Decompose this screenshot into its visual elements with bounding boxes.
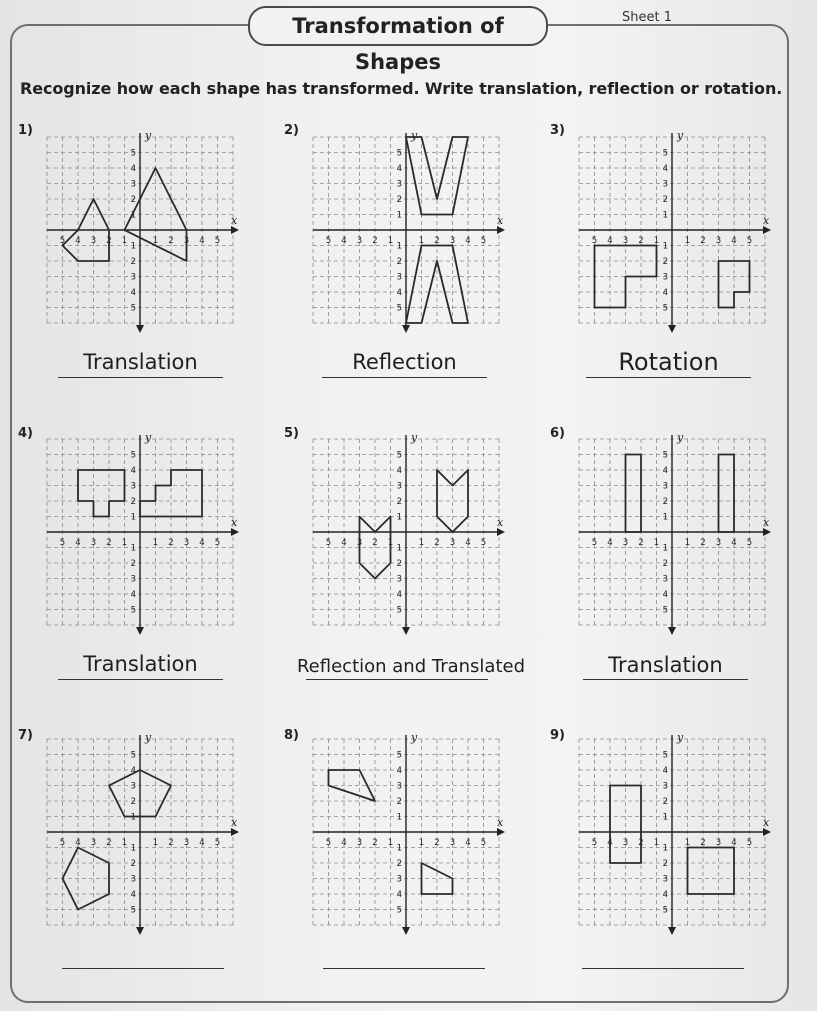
y-tick-label: 5 [130,605,136,616]
y-tick-label: 2 [396,797,402,807]
y-tick-label: 5 [130,905,136,916]
y-tick-label: 3 [662,179,668,190]
y-tick-label: 5 [662,303,668,314]
y-tick-label: 3 [130,781,136,792]
x-axis-arrow [763,226,771,234]
x-tick-label: 5 [214,538,221,548]
y-tick-label: 2 [662,559,668,569]
y-tick-label: 4 [396,164,402,174]
y-tick-label: 2 [130,497,136,507]
y-axis-label: y [411,432,418,444]
x-tick-label: 4 [199,538,205,548]
x-tick-label: 2 [700,538,706,548]
x-tick-label: 3 [449,236,456,246]
y-axis-arrow [402,627,410,635]
x-tick-label: 3 [90,838,97,848]
x-tick-label: 3 [183,538,190,548]
y-tick-label: 3 [396,574,402,585]
x-tick-label: 1 [653,538,660,548]
graph-4 [40,432,240,642]
y-tick-label: 4 [130,288,136,298]
y-tick-label: 5 [662,148,668,159]
x-tick-label: 2 [106,236,112,246]
y-tick-label: 5 [396,905,402,916]
x-tick-label: 1 [387,838,394,848]
y-tick-label: 1 [396,241,402,252]
x-tick-label: 2 [638,538,644,548]
x-tick-label: 4 [607,236,613,246]
x-tick-label: 5 [480,538,487,548]
answer-line-3 [586,377,751,378]
x-tick-label: 1 [418,236,425,246]
y-axis-arrow [136,325,144,333]
y-tick-label: 4 [130,766,136,776]
x-tick-label: 3 [715,838,722,848]
x-tick-label: 3 [356,236,363,246]
x-tick-label: 5 [59,838,66,848]
y-tick-label: 5 [662,605,668,616]
x-tick-label: 3 [715,236,722,246]
y-axis-arrow [668,627,676,635]
x-tick-label: 3 [356,538,363,548]
y-tick-label: 1 [130,210,136,221]
x-tick-label: 4 [465,538,471,548]
answer-4: Translation [83,652,198,676]
x-tick-label: 3 [90,236,97,246]
x-tick-label: 2 [638,236,644,246]
x-tick-label: 1 [684,838,691,848]
x-tick-label: 3 [449,838,456,848]
x-tick-label: 4 [465,236,471,246]
y-tick-label: 4 [130,164,136,174]
y-tick-label: 1 [662,241,668,252]
x-tick-label: 1 [418,838,425,848]
problem-8-number: 8) [284,728,299,743]
x-axis-label: x [497,214,504,227]
x-axis-arrow [497,226,505,234]
y-tick-label: 4 [662,164,668,174]
y-tick-label: 1 [130,812,136,823]
x-tick-label: 5 [746,236,753,246]
y-tick-label: 4 [396,890,402,900]
y-tick-label: 4 [130,590,136,600]
x-tick-label: 2 [168,538,174,548]
y-tick-label: 5 [130,148,136,159]
y-tick-label: 1 [396,512,402,523]
answer-5: Reflection and Translated [296,656,526,677]
y-tick-label: 2 [396,257,402,267]
y-tick-label: 1 [662,812,668,823]
y-tick-label: 3 [662,481,668,492]
x-tick-label: 4 [75,236,81,246]
y-tick-label: 4 [662,590,668,600]
y-tick-label: 5 [396,148,402,159]
y-tick-label: 5 [130,450,136,461]
x-tick-label: 2 [106,538,112,548]
y-tick-label: 2 [130,859,136,869]
y-tick-label: 1 [396,812,402,823]
x-tick-label: 4 [607,838,613,848]
x-tick-label: 5 [325,838,332,848]
graph-6 [572,432,772,642]
answer-1: Translation [83,350,198,374]
y-tick-label: 4 [662,890,668,900]
y-tick-label: 4 [396,590,402,600]
x-tick-label: 3 [622,838,629,848]
x-tick-label: 5 [480,838,487,848]
answer-3: Rotation [618,348,719,376]
y-tick-label: 1 [396,843,402,854]
x-tick-label: 4 [607,538,613,548]
y-tick-label: 4 [396,466,402,476]
y-axis-arrow [668,325,676,333]
y-tick-label: 5 [130,750,136,761]
x-tick-label: 4 [341,838,347,848]
x-tick-label: 2 [106,838,112,848]
x-tick-label: 4 [465,838,471,848]
y-tick-label: 2 [396,859,402,869]
x-axis-arrow [763,528,771,536]
y-tick-label: 4 [662,288,668,298]
y-tick-label: 3 [396,272,402,283]
y-tick-label: 3 [396,781,402,792]
x-tick-label: 4 [341,236,347,246]
problem-9-number: 9) [550,728,565,743]
x-tick-label: 4 [341,538,347,548]
x-tick-label: 5 [746,838,753,848]
x-tick-label: 2 [168,838,174,848]
x-tick-label: 1 [152,236,159,246]
x-tick-label: 3 [90,538,97,548]
x-tick-label: 5 [591,838,598,848]
answer-line-4 [58,679,223,680]
x-tick-label: 2 [372,838,378,848]
y-tick-label: 1 [130,241,136,252]
x-tick-label: 1 [121,236,128,246]
y-tick-label: 5 [662,750,668,761]
x-tick-label: 2 [700,838,706,848]
y-tick-label: 5 [662,450,668,461]
transformed-shape [688,848,735,895]
answer-line-1 [58,377,223,378]
x-tick-label: 2 [700,236,706,246]
answer-line-7[interactable] [62,968,224,969]
y-axis-arrow [402,325,410,333]
answer-line-2 [322,377,487,378]
x-tick-label: 5 [214,838,221,848]
graph-2 [306,130,506,340]
y-tick-label: 4 [396,288,402,298]
original-shape [626,455,642,533]
x-tick-label: 5 [746,538,753,548]
x-tick-label: 4 [75,538,81,548]
x-axis-label: x [231,816,238,829]
x-axis-label: x [763,214,770,227]
problem-6-number: 6) [550,426,565,441]
problem-1-number: 1) [18,123,33,138]
x-axis-arrow [497,528,505,536]
graph-5 [306,432,506,642]
y-tick-label: 2 [662,797,668,807]
y-tick-label: 5 [130,303,136,314]
page-title: Transformation of Shapes [248,6,548,46]
y-tick-label: 2 [396,497,402,507]
x-tick-label: 5 [325,538,332,548]
y-tick-label: 5 [662,905,668,916]
y-tick-label: 2 [130,797,136,807]
x-tick-label: 3 [622,538,629,548]
x-tick-label: 1 [653,236,660,246]
x-tick-label: 5 [325,236,332,246]
problem-2-number: 2) [284,123,299,138]
x-tick-label: 1 [684,236,691,246]
x-tick-label: 3 [715,538,722,548]
x-tick-label: 5 [591,236,598,246]
graph-7 [40,732,240,942]
x-tick-label: 1 [387,236,394,246]
x-axis-arrow [231,828,239,836]
y-axis-arrow [402,927,410,935]
x-tick-label: 1 [152,538,159,548]
y-tick-label: 2 [662,859,668,869]
x-tick-label: 1 [152,838,159,848]
x-axis-label: x [231,214,238,227]
answer-line-5 [306,679,488,680]
y-tick-label: 1 [662,843,668,854]
x-tick-label: 4 [731,538,737,548]
x-axis-arrow [497,828,505,836]
y-axis-arrow [668,927,676,935]
y-tick-label: 3 [662,781,668,792]
x-axis-label: x [497,516,504,529]
y-tick-label: 5 [396,450,402,461]
x-axis-arrow [231,226,239,234]
y-tick-label: 3 [662,272,668,283]
y-tick-label: 2 [396,195,402,205]
y-tick-label: 3 [396,874,402,885]
y-tick-label: 2 [662,195,668,205]
y-tick-label: 2 [130,257,136,267]
x-axis-label: x [763,816,770,829]
graph-9 [572,732,772,942]
x-tick-label: 1 [387,538,394,548]
y-tick-label: 1 [396,543,402,554]
y-tick-label: 1 [662,512,668,523]
graph-3 [572,130,772,340]
y-tick-label: 4 [130,466,136,476]
graph-8 [306,732,506,942]
x-tick-label: 3 [622,236,629,246]
y-tick-label: 1 [130,843,136,854]
x-tick-label: 5 [214,236,221,246]
y-tick-label: 3 [130,272,136,283]
y-tick-label: 1 [662,543,668,554]
transformed-shape [719,455,735,533]
y-axis-arrow [136,627,144,635]
answer-6: Translation [608,653,723,677]
x-tick-label: 2 [434,236,440,246]
y-tick-label: 2 [662,497,668,507]
original-shape [78,470,125,517]
x-tick-label: 1 [121,838,128,848]
problem-5-number: 5) [284,426,299,441]
y-tick-label: 3 [130,481,136,492]
x-tick-label: 5 [591,538,598,548]
x-tick-label: 4 [731,838,737,848]
x-tick-label: 3 [356,838,363,848]
x-tick-label: 2 [434,538,440,548]
problem-3-number: 3) [550,123,565,138]
x-tick-label: 5 [59,236,66,246]
x-tick-label: 1 [418,538,425,548]
y-tick-label: 1 [662,210,668,221]
y-tick-label: 4 [130,890,136,900]
x-axis-label: x [231,516,238,529]
answer-2: Reflection [352,350,457,374]
y-tick-label: 3 [662,574,668,585]
x-tick-label: 1 [121,538,128,548]
y-tick-label: 3 [396,481,402,492]
instructions: Recognize how each shape has transformed. Write translation, reflection or rotation. [20,79,783,98]
x-tick-label: 1 [653,838,660,848]
y-tick-label: 3 [130,574,136,585]
y-axis-label: y [145,130,152,142]
x-tick-label: 2 [638,838,644,848]
y-tick-label: 3 [130,179,136,190]
x-tick-label: 3 [183,236,190,246]
x-tick-label: 2 [372,236,378,246]
y-tick-label: 4 [662,766,668,776]
problem-4-number: 4) [18,426,33,441]
x-tick-label: 2 [372,538,378,548]
x-tick-label: 5 [59,538,66,548]
y-tick-label: 4 [396,766,402,776]
y-tick-label: 2 [662,257,668,267]
y-axis-label: y [677,732,684,744]
x-axis-label: x [763,516,770,529]
x-axis-label: x [497,816,504,829]
x-tick-label: 2 [168,236,174,246]
y-tick-label: 5 [396,303,402,314]
x-tick-label: 4 [731,236,737,246]
y-tick-label: 1 [130,543,136,554]
x-axis-arrow [763,828,771,836]
y-tick-label: 3 [396,179,402,190]
y-axis-arrow [136,927,144,935]
y-tick-label: 5 [396,750,402,761]
y-axis-label: y [145,732,152,744]
y-tick-label: 3 [130,874,136,885]
problem-7-number: 7) [18,728,33,743]
x-tick-label: 3 [183,838,190,848]
y-axis-label: y [677,130,684,142]
x-axis-arrow [231,528,239,536]
y-tick-label: 1 [130,512,136,523]
y-tick-label: 2 [130,559,136,569]
y-tick-label: 1 [396,210,402,221]
y-axis-label: y [145,432,152,444]
x-tick-label: 4 [75,838,81,848]
x-tick-label: 3 [449,538,456,548]
sheet-label: Sheet 1 [622,10,672,25]
y-tick-label: 4 [662,466,668,476]
graph-1 [40,130,240,340]
y-tick-label: 2 [130,195,136,205]
y-axis-label: y [411,130,418,142]
y-tick-label: 3 [662,874,668,885]
y-axis-label: y [677,432,684,444]
answer-line-9[interactable] [582,968,744,969]
y-tick-label: 2 [396,559,402,569]
answer-line-6 [583,679,748,680]
y-axis-label: y [411,732,418,744]
x-tick-label: 4 [199,838,205,848]
y-tick-label: 5 [396,605,402,616]
x-tick-label: 2 [434,838,440,848]
x-tick-label: 1 [684,538,691,548]
x-tick-label: 5 [480,236,487,246]
answer-line-8[interactable] [323,968,485,969]
x-tick-label: 4 [199,236,205,246]
